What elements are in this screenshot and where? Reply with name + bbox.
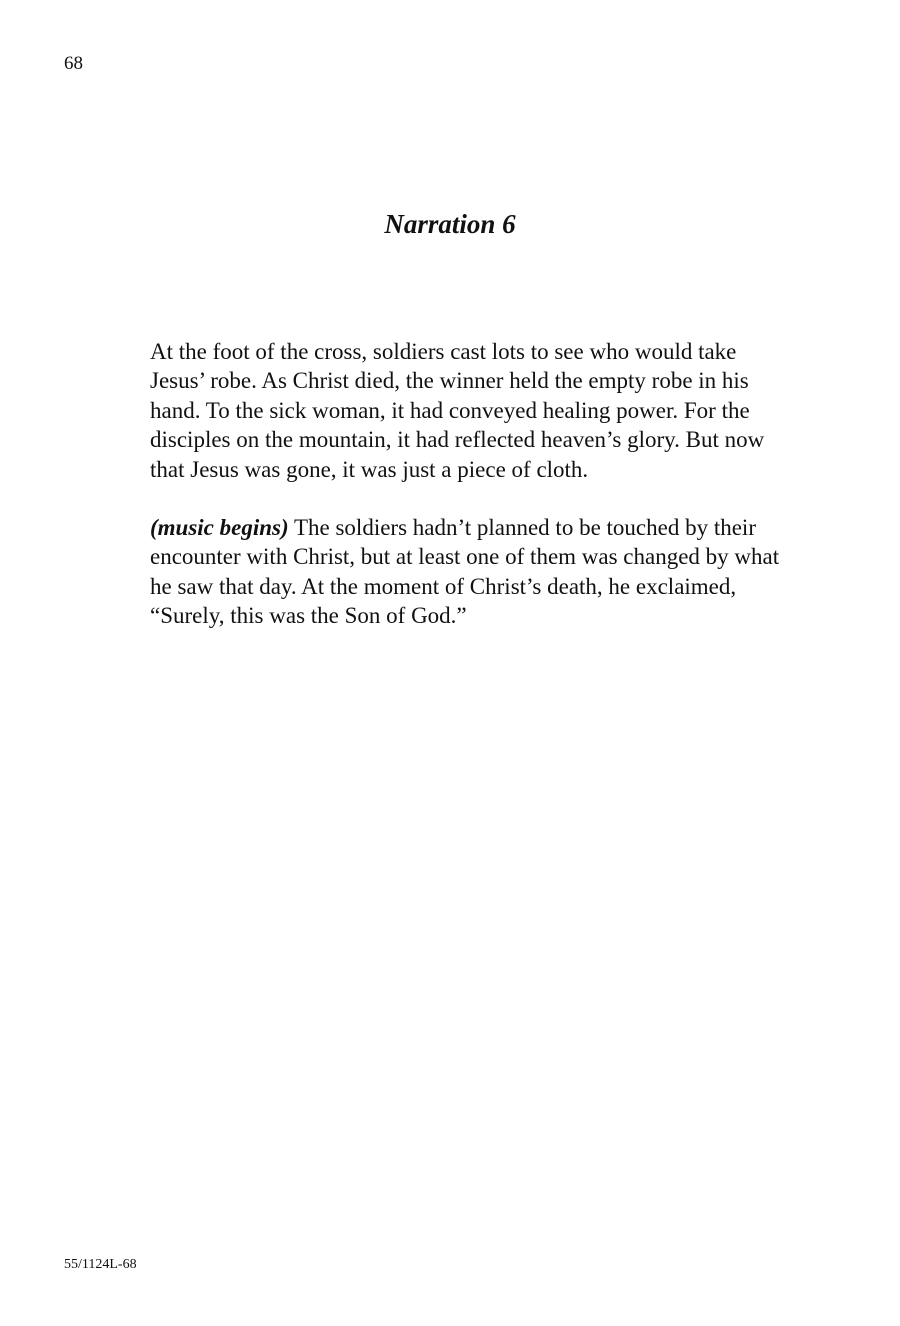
paragraph-2-text: The soldiers hadn’t planned to be touched by their encounter with Christ, but at least one of them was changed by what he saw that day. At the moment of Christ’s death, he exclaimed, “Surely, this was the Son of God.” bbox=[150, 515, 780, 629]
narration-paragraph-1 bbox=[150, 337, 790, 484]
footer-catalog-code: 55/1124L-68 bbox=[64, 1257, 137, 1272]
page-number: 68 bbox=[64, 53, 83, 74]
paragraph-1-text: At the foot of the cross, soldiers cast lots to see who would take Jesus’ robe. As Christ died, the winner held the empty robe in his hand. To the sick woman, it had conveyed healing power. For the disciples on the mountain, it had reflected heaven’s glory. But now that Jesus was gone, it was just a piece of cloth. bbox=[150, 339, 765, 482]
music-cue: (music begins) bbox=[150, 515, 289, 541]
narration-paragraph-2 bbox=[150, 513, 790, 631]
page-title: Narration 6 bbox=[384, 209, 516, 239]
narration-body bbox=[150, 337, 790, 660]
